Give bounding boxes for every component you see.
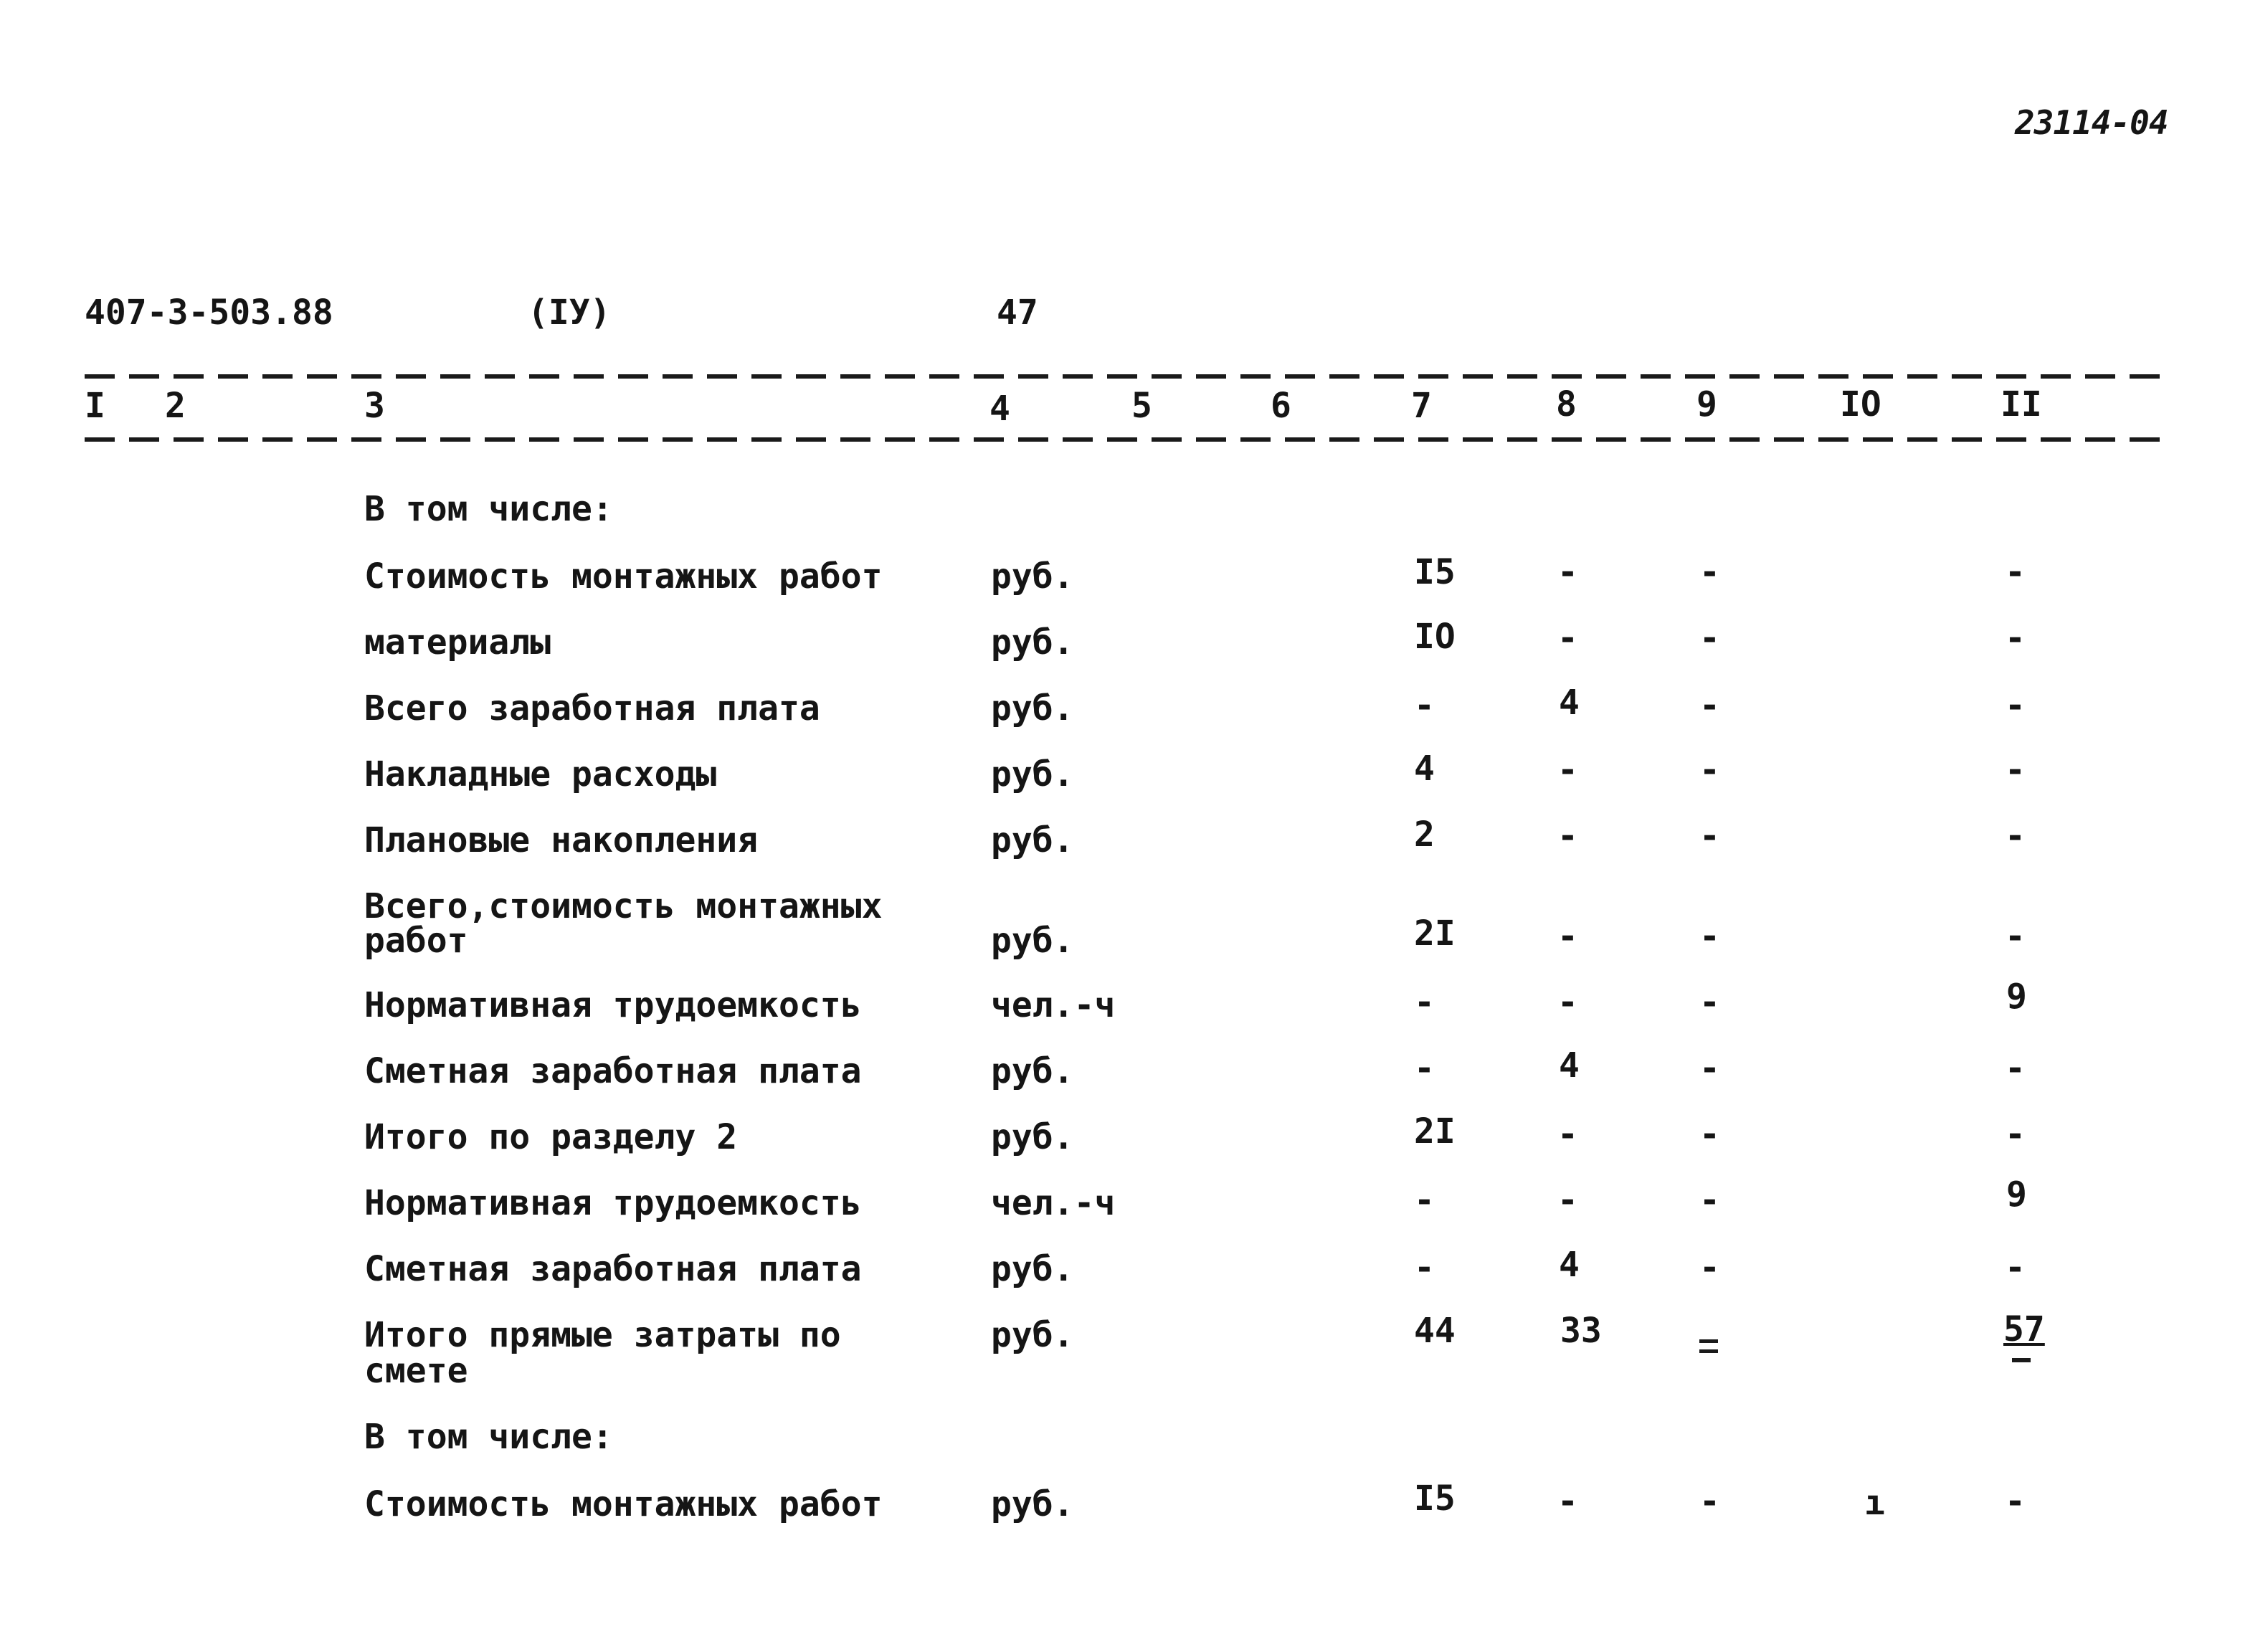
- row-col11: -: [2005, 1048, 2026, 1088]
- row-col9: -: [1699, 816, 1720, 856]
- row-col9-double-dash: [1699, 1339, 1718, 1343]
- row-col8: -: [1557, 916, 1578, 956]
- row-unit: руб.: [991, 556, 1074, 597]
- row-col8: 33: [1560, 1311, 1602, 1351]
- row-col8: -: [1557, 982, 1578, 1022]
- row-unit: руб.: [991, 820, 1074, 860]
- row-col7: -: [1414, 1248, 1435, 1288]
- column-header-6: 6: [1271, 386, 1291, 426]
- row-col11: -: [2005, 916, 2026, 956]
- page-number: 47: [997, 293, 1038, 333]
- row-col9: -: [1699, 685, 1720, 726]
- row-col11: 57: [2003, 1309, 2045, 1349]
- row-col9: -: [1699, 750, 1720, 790]
- column-header-10: IO: [1840, 384, 1881, 424]
- column-header-7: 7: [1411, 386, 1432, 426]
- row-label: Всего,стоимость монтажных: [364, 886, 883, 926]
- row-unit: руб.: [991, 754, 1074, 794]
- row-col11: -: [2005, 750, 2026, 790]
- row-col11: -: [2005, 1481, 2026, 1522]
- row-col8: 4: [1559, 683, 1580, 723]
- row-col8: 4: [1559, 1245, 1580, 1285]
- row-col9: -: [1699, 982, 1720, 1022]
- row-col8: -: [1557, 816, 1578, 856]
- row-unit: руб.: [991, 622, 1074, 663]
- row-col11: -: [2005, 618, 2026, 658]
- row-col9: -: [1699, 1248, 1720, 1288]
- row-col7: -: [1414, 1048, 1435, 1088]
- row-label: Сметная заработная плата: [364, 1249, 862, 1289]
- row-col9: -: [1699, 1180, 1720, 1220]
- row-col10: ı: [1864, 1483, 1885, 1523]
- row-col9: -: [1699, 1481, 1720, 1522]
- row-label: Всего заработная плата: [364, 688, 820, 728]
- row-col11: -: [2005, 816, 2026, 856]
- row-label: В том числе:: [364, 1417, 613, 1457]
- corner-reference: 23114-04: [2015, 103, 2168, 142]
- row-label: Сметная заработная плата: [364, 1051, 862, 1091]
- row-col11: -: [2005, 1248, 2026, 1288]
- row-col7: -: [1414, 982, 1435, 1022]
- column-header-2: 2: [165, 386, 186, 426]
- row-unit: руб.: [991, 1249, 1074, 1289]
- row-col7: 2: [1414, 815, 1435, 855]
- document-code: 407-3-503.88: [85, 293, 333, 333]
- row-col9: -: [1699, 552, 1720, 592]
- row-col7: 2I: [1414, 1111, 1456, 1152]
- row-col9: -: [1699, 1048, 1720, 1088]
- row-col11: 9: [2006, 977, 2027, 1017]
- column-header-1: I: [85, 386, 105, 426]
- row-col11: -: [2005, 685, 2026, 726]
- row-col9: -: [1699, 1114, 1720, 1154]
- row-col9: -: [1699, 618, 1720, 658]
- row-label: Накладные расходы: [364, 754, 717, 794]
- row-col11: -: [2005, 1114, 2026, 1154]
- row-label: Нормативная трудоемкость: [364, 985, 862, 1025]
- row-label: Стоимость монтажных работ: [364, 556, 883, 597]
- row-label: Нормативная трудоемкость: [364, 1183, 862, 1223]
- row-label: Итого прямые затраты по: [364, 1315, 841, 1355]
- row-label: В том числе:: [364, 489, 613, 529]
- header-bottom-rule: [85, 437, 2170, 442]
- column-header-11: II: [2000, 384, 2042, 424]
- column-header-9: 9: [1696, 384, 1717, 424]
- row-col7: 2I: [1414, 913, 1456, 954]
- volume-label: (IУ): [528, 293, 611, 333]
- row-label-continuation: смете: [364, 1351, 468, 1391]
- row-unit: чел.-ч: [991, 985, 1116, 1025]
- header-top-rule: [85, 374, 2170, 379]
- column-header-3: 3: [364, 386, 385, 426]
- row-col7: I5: [1414, 552, 1456, 592]
- row-unit: руб.: [991, 1051, 1074, 1091]
- row-col9: -: [1699, 916, 1720, 956]
- row-col8: -: [1557, 618, 1578, 658]
- column-header-8: 8: [1556, 384, 1577, 424]
- row-col11: -: [2005, 552, 2026, 592]
- row-unit: руб.: [991, 1484, 1074, 1524]
- row-col8: 4: [1559, 1045, 1580, 1086]
- column-header-4: 4: [989, 389, 1010, 429]
- row-col8: -: [1557, 1114, 1578, 1154]
- row-unit: руб.: [991, 688, 1074, 728]
- row-col8: -: [1557, 552, 1578, 592]
- row-label: материалы: [364, 622, 551, 663]
- row-unit: руб.: [991, 1117, 1074, 1157]
- row-unit: руб.: [991, 1315, 1074, 1355]
- row-col7: IO: [1414, 617, 1456, 657]
- row-col7: -: [1414, 1180, 1435, 1220]
- row-col8: -: [1557, 750, 1578, 790]
- row-col7: 44: [1414, 1311, 1456, 1351]
- row-label: Стоимость монтажных работ: [364, 1484, 883, 1524]
- row-col8: -: [1557, 1481, 1578, 1522]
- row-label-continuation: работ: [364, 921, 468, 961]
- row-col7: 4: [1414, 749, 1435, 789]
- row-col11: 9: [2006, 1174, 2027, 1215]
- row-col11-dash-mark: [2012, 1358, 2031, 1362]
- row-unit: руб.: [991, 921, 1074, 961]
- row-unit: чел.-ч: [991, 1183, 1116, 1223]
- row-col7: I5: [1414, 1478, 1456, 1519]
- row-col8: -: [1557, 1180, 1578, 1220]
- row-label: Плановые накопления: [364, 820, 759, 860]
- column-header-5: 5: [1131, 386, 1152, 426]
- row-label: Итого по разделу 2: [364, 1117, 738, 1157]
- row-col7: -: [1414, 685, 1435, 726]
